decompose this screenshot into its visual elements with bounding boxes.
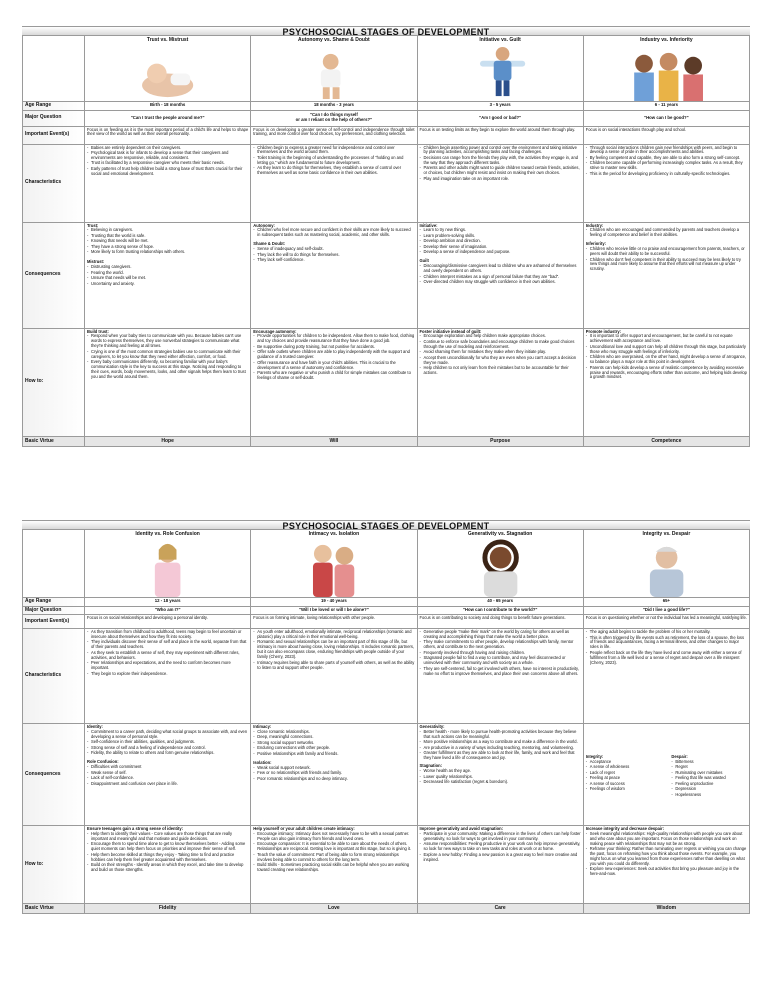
- list-item: - Explore new experiences: Seek out activities that bring you pleasure and joy in the here-and-now.: [586, 867, 747, 877]
- row-label-age: Age Range: [23, 102, 85, 111]
- consequences-cell: Intimacy: - Close romantic relationships. - Deep, meaningful connections. - Strong social support networks. - Enduring connections with other people. - Positive relationships with family and friends. Isolation: - Weak social support network. - Few or no relationships with friends and family. - Poor romantic relationships and no deep intimacy.: [251, 724, 417, 826]
- age-range: 3 - 5 years: [418, 102, 584, 111]
- list-item: - Participate in your community: Making a difference in the lives of others can help foster generativity, so look for ways to get involved in your community.: [420, 832, 581, 842]
- howto-cell: Encourage autonomy: - Provide opportunities for children to be independent. Allow them to make food, clothing and toy choices and provide reassurance that they have done a good job. - Be supportive during potty training, but not punitive for accidents. - Offer safe outlets where children are able to play independently with the support and guidance of a trusted caregiver. - Offer reassurance and have faith in your child's abilities. This is crucial to the development of a sense of autonomy and confidence. - Parents who are negative or who punish a child for simple mistakes can contribute to feelings of shame or self-doubt.: [251, 329, 417, 437]
- stage-header: Trust vs. Mistrust: [85, 36, 251, 44]
- age-range: 12 - 18 years: [85, 598, 251, 607]
- consequences-cell: Identity: - Commitment to a career path, deciding what social groups to associate with, and even developing a sense of personal style. - Self-confidence in their abilities, qualities, and judgments. - Strong sense of self and a feeling of independence and control. - Fidelity, the ability to relate to others and form genuine relationships. Role Confusion: - Difficulties with commitment - Weak sense of self. - Lack of self-confidence. - Disappointment and confusion over place in life.: [85, 724, 251, 826]
- teen-photo: [85, 538, 251, 598]
- list-item: - Strong social support networks.: [253, 741, 414, 746]
- basic-virtue: Will: [251, 437, 417, 447]
- list-item: - More likely to form trusting relationships with others.: [87, 250, 248, 255]
- consequences-cell: Autonomy: - Children who feel more secure and confident in their skills are more likely to succeed in subsequent tasks such as mastering social, academic, and other skills. Shame & Doubt: - Sense of inadequacy and self-doubt. - They lack the will to do things for themselves. - They lack self-confidence.: [251, 223, 417, 329]
- chart-page-1: [22, 26, 750, 492]
- stage-header: Initiative vs. Guilt: [418, 36, 584, 44]
- list-item: - Are productive in a variety of ways including teaching, mentoring, and volunteering.: [420, 746, 581, 751]
- list-item: - Lower quality relationships.: [420, 775, 581, 780]
- list-item: - Explore a new hobby: Finding a new passion is a great way to feel more creative and inspired.: [420, 853, 581, 863]
- list-item: - Better health - more likely to pursue health-promoting activities because they believe that such actions can be meaningful.: [420, 730, 581, 740]
- basic-virtue: Care: [418, 904, 584, 914]
- stage-header: Intimacy vs. Isolation: [251, 530, 417, 538]
- list-item: - Weak social support network.: [253, 766, 414, 771]
- stages-table-2: [22, 530, 750, 914]
- list-item: - Acceptance: [586, 760, 662, 765]
- stages-table-1: [22, 36, 750, 447]
- list-item: - Worse health as they age.: [420, 769, 581, 774]
- list-item: - Distrusting caregivers.: [87, 265, 248, 270]
- list-item: - Over-directed children may struggle with confidence in their own abilities.: [420, 280, 581, 285]
- list-item: - Parents and other adults might want to guide children toward certain friends, activities, or choices, but children might resist and insist on making their own choices.: [420, 166, 581, 176]
- consequences-cell: Initiative: - Learn to try new things. - Learn problem-solving skills. - Develop ambition and direction. - Develop their sense of imagination. - Develop a sense of independence and purpose. Guilt - Discouraging/dismissive caregivers lead to children who are ashamed of themselves and overly dependent on others. - Children interpret mistakes as a sign of personal failure that they are "bad". - Over-directed children may struggle with confidence in their own abilities.: [418, 223, 584, 329]
- toddler-photo: [251, 44, 417, 102]
- important-event: Focus is on questioning whether or not the individual has led a meaningful, satisfying life.: [584, 615, 750, 629]
- list-item: - Parents who are negative or who punish a child for simple mistakes can contribute to feelings of shame or self-doubt.: [253, 371, 414, 381]
- list-item: - More positive relationships as a way to contribute and make a difference in the world.: [420, 740, 581, 745]
- list-item: - Regret: [671, 765, 747, 770]
- list-item: - Decisions can range from the friends they play with, the activities they engage in, and the way that they approach different tasks.: [420, 156, 581, 166]
- list-item: - Develop a sense of independence and purpose.: [420, 250, 581, 255]
- list-item: - They make commitments to other people, develop relationships with family, mentor others, and contribute to the next generation.: [420, 640, 581, 650]
- list-item: - Strong sense of self and a feeling of independence and control.: [87, 746, 248, 751]
- row-label-howto: How to:: [23, 826, 85, 904]
- row-label-virtue: Basic Virtue: [23, 904, 85, 914]
- major-question: "Will I be loved or will I be alone?": [251, 607, 417, 616]
- list-item: - This is often triggered by life events such as retirement, the loss of a spouse, the loss of friends and acquaintances, facing a terminal illness, and other changes to major roles in life.: [586, 636, 747, 651]
- major-question: "Am I good or bad?": [418, 111, 584, 127]
- howto-cell: Promote industry: - It is important to offer support and encouragement, but be careful to not equate achievement with acceptance and love. - Unconditional love and support can help all children through this stage, but particularly those who may struggle with feelings of inferiority. - Children who are overpraised, on the other hand, might develop a sense of arrogance, so balance plays a major role at this point in development. - Parents can help kids develop a sense of realistic competence by avoiding excessive praise and rewards, encouraging efforts rather than outcome, and helping kids develop a growth mindset.: [584, 329, 750, 437]
- list-item: - Peer relationships and expectations, and the need to conform becomes more important.: [87, 661, 248, 671]
- list-item: - Difficulties with commitment: [87, 765, 248, 770]
- characteristics-cell: [584, 629, 750, 724]
- list-item: - Commitment to a career path, deciding what social groups to associate with, and even developing a sense of personal style.: [87, 730, 248, 740]
- list-item: - Children who don't feel competent in their ability to succeed may be less likely to try new things and more likely to assume that their efforts will not measure up under scrutiny.: [586, 258, 747, 273]
- couple-photo: [251, 538, 417, 598]
- important-event: Focus is on feeding as it is the most important period of a child's life and helps to shape their view of the world as well as their overall personality.: [85, 127, 251, 145]
- list-item: - Crying is one of the most common strategies babies use to communicate with their caregivers, to let you know that they need either affection, comfort, or food.: [87, 350, 248, 360]
- list-item: - As they learn to do things for themselves, they establish a sense of control over themselves as well as some basic confidence in their own abilities.: [253, 166, 414, 176]
- list-item: - Children become capable of performing increasingly complex tasks. As a result, they strive to master new skills.: [586, 161, 747, 171]
- list-item: - Disappointment and confusion over place in life.: [87, 782, 248, 787]
- characteristics-cell: [584, 145, 750, 223]
- list-item: - Feeling at peace: [586, 776, 662, 781]
- list-item: - Greater fulfillment as they are able to look at their life, family, and work and feel that they have lived a life of consequence and joy.: [420, 751, 581, 761]
- list-item: - Feelings of wisdom: [586, 787, 662, 792]
- howto-cell: Help yourself or your adult children create intimacy: - Encourage intimacy: Intimacy does not necessarily have to be with a sexual partner. People can also gain intimacy from friends and loved ones. - Encourage compassion: It is essential to be able to care about the needs of others. Relationships are reciprocal. Getting love is important at this stage, but so is giving it. - Teach the value of commitment: Part of being able to form strong relationships involves being able to commit to others for the long term. - Build Skills - Sometimes practicing social skills can be helpful when you are working toward creating new relationships.: [251, 826, 417, 904]
- list-item: - A sense of success: [586, 782, 662, 787]
- list-item: - Accept them unconditionally for who they are even when you can't accept a decision they've made.: [420, 356, 581, 366]
- list-item: - Learn to try new things.: [420, 228, 581, 233]
- list-item: - Enduring connections with other people.: [253, 746, 414, 751]
- list-item: - Reframe your thinking: Rather than ruminating over regrets or wishing you can change the past, focus on reframing how you think about those events. For example, you might focus on what you learned from those experiences rather than dwelling on what you wish you could do differently.: [586, 847, 747, 867]
- list-item: - Deep, meaningful connections.: [253, 735, 414, 740]
- list-item: - As they transition from childhood to adulthood, teens may begin to feel uncertain or insecure about themselves and how they fit into society.: [87, 630, 248, 640]
- stage-header: Generativity vs. Stagnation: [418, 530, 584, 538]
- list-item: - Children who feel more secure and confident in their skills are more likely to succeed in subsequent tasks such as mastering social, academic, and other skills.: [253, 228, 414, 238]
- list-item: - Learn problem-solving skills.: [420, 234, 581, 239]
- major-question: "Can I do things myself or am I reliant on the help of others?": [251, 111, 417, 127]
- list-item: - They individuals discover their sense of self and place in the world, separate from that of their parents and teachers.: [87, 640, 248, 650]
- list-item: - Encourage them to spend time alone to get to know themselves better - Adding some quiet moments can help them focus on priorities and improve their sense of self.: [87, 842, 248, 852]
- list-item: - Develop their sense of imagination.: [420, 245, 581, 250]
- age-range: 6 - 11 years: [584, 102, 750, 111]
- list-item: - Sense of inadequacy and self-doubt.: [253, 247, 414, 252]
- major-question: "Who am I?": [85, 607, 251, 616]
- list-item: - Offer reassurance and have faith in your child's abilities. This is crucial to the development of a sense of autonomy and confidence.: [253, 361, 414, 371]
- important-event: Focus is on social relationships and developing a personal identity.: [85, 615, 251, 629]
- basic-virtue: Competence: [584, 437, 750, 447]
- list-item: - As youth enter adulthood, emotionally intimate, reciprocal relationships (romantic and platonic) play a critical role in their emotional well-being.: [253, 630, 414, 640]
- list-item: - Children who are encouraged and commended by parents and teachers develop a feeling of competence and belief in their abilities.: [586, 228, 747, 238]
- stage-header: Identity vs. Role Confusion: [85, 530, 251, 538]
- stage-header: Integrity vs. Despair: [584, 530, 750, 538]
- important-event: Focus is on testing limits as they begin to explore the world around them through play.: [418, 127, 584, 145]
- list-item: - Encourage exploration and help children make appropriate choices.: [420, 334, 581, 339]
- list-item: - As they seek to establish a sense of self, they may experiment with different roles, activities, and behaviors.: [87, 651, 248, 661]
- list-item: - They are self-centered, fail to get involved with others, have no interest in productivity, make no effort to improve themselves, and place their own concerns above all others.: [420, 667, 581, 677]
- list-item: - Knowing that needs will be met.: [87, 239, 248, 244]
- list-item: - Children begin asserting power and control over the environment and taking initiative by planning activities, accomplishing tasks and facing challenges.: [420, 146, 581, 156]
- major-question: "How can I contribute to the world?": [418, 607, 584, 616]
- basic-virtue: Wisdom: [584, 904, 750, 914]
- major-question: "Did I live a good life?": [584, 607, 750, 616]
- list-item: - Children begin to express a greater need for independence and control over themselves and the world around them.: [253, 146, 414, 156]
- list-item: - Seek meaningful relationships: High-quality relationships with people you care about and who care about you are important. Focus on those relationships and work on making peace with relationships that may not be as strong.: [586, 832, 747, 847]
- list-item: - Develop ambition and direction.: [420, 239, 581, 244]
- list-item: - Respond when your baby tries to communicate with you. Because babies can't use words to express themselves, they use nonverbal strategies to communicate what they're thinking and feeling at all times.: [87, 334, 248, 349]
- list-item: - Through social interactions children gain new friendships with peers, and begin to develop a sense of pride in their accomplishments and abilities.: [586, 146, 747, 156]
- characteristics-cell: [418, 145, 584, 223]
- list-item: - Uncertainty and anxiety.: [87, 282, 248, 287]
- row-label-question: Major Question: [23, 607, 85, 616]
- list-item: - They have a strong sense of hope.: [87, 245, 248, 250]
- important-event: Focus is on developing a greater sense of self-control and independence through toilet training, and more control over food choices, toy preferences, and clothing selection.: [251, 127, 417, 145]
- list-item: - Early patterns of trust help children build a strong base of trust that's crucial for their social and emotional development.: [87, 167, 248, 177]
- row-label-howto: How to:: [23, 329, 85, 437]
- list-item: - It is important to offer support and encouragement, but be careful to not equate achievement with acceptance and love.: [586, 334, 747, 344]
- list-item: - Trusting that the world is safe.: [87, 234, 248, 239]
- list-item: - Every baby communicates differently, so becoming familiar with your baby's communication style is the key to success at this stage. Noticing and responding to their cues, words, body movements, looks, and other signals helps them learn to trust you and the world around them.: [87, 360, 248, 380]
- list-item: - Children who are overpraised, on the other hand, might develop a sense of arrogance, so balance plays a major role at this point in development.: [586, 355, 747, 365]
- basic-virtue: Love: [251, 904, 417, 914]
- list-item: - Children interpret mistakes as a sign of personal failure that they are "bad".: [420, 275, 581, 280]
- list-item: - Encourage compassion: It is essential to be able to care about the needs of others. Relationships are reciprocal. Getting love is important at this stage, but so is giving it.: [253, 842, 414, 852]
- page-title: PSYCHOSOCIAL STAGES OF DEVELOPMENT: [22, 26, 750, 36]
- basic-virtue: Purpose: [418, 437, 584, 447]
- age-range: 40 - 65 years: [418, 598, 584, 607]
- list-item: - Self-confidence in their abilities, qualities, and judgments.: [87, 740, 248, 745]
- list-item: - Weak sense of self.: [87, 771, 248, 776]
- consequences-cell: Integrity: - Acceptance - A sense of wholeness - Lack of regret - Feeling at peace - A sense of success - Feelings of wisdom Despair: - Bitterness - Regret - Ruminating over mistakes - Feeling that life was wasted - Feeling unproductive - Depression - Hopelessness: [584, 724, 750, 826]
- list-item: - Toilet training is the beginning of understanding the processes of "holding on and letting go," which are fundamental to future development.: [253, 156, 414, 166]
- consequences-cell: Trust: - Believing in caregivers. - Trusting that the world is safe. - Knowing that needs will be met. - They have a strong sense of hope. - More likely to form trusting relationships with others. Mistrust: - Distrusting caregivers. - Fearing the world. - Unsure that needs will be met. - Uncertainty and anxiety.: [85, 223, 251, 329]
- chart-page-2: [22, 520, 750, 990]
- list-item: - Discouraging/dismissive caregivers lead to children who are ashamed of themselves and overly dependent on others.: [420, 264, 581, 274]
- list-item: - Build on their strengths - Identify areas in which they excel, and take time to develop and build on those strengths.: [87, 863, 248, 873]
- important-event: Focus is on contributing to society and doing things to benefit future generations.: [418, 615, 584, 629]
- row-label-events: Important Event(s): [23, 615, 85, 629]
- howto-cell: Ensure teenagers gain a strong sense of identity: - Help them to identify their values - Core values are those things that are really important and meaningful and that motivate and guide decisions. - Encourage them to spend time alone to get to know themselves better - Adding some quiet moments can help them focus on priorities and improve their sense of self. - Help them become skilled at things they enjoy - Taking time to find and practice hobbies can help them feel greater acquainted with themselves. - Build on their strengths - Identify areas in which they excel, and take time to develop and build on those strengths.: [85, 826, 251, 904]
- list-item: - Children who receive little or no praise and encouragement from parents, teachers, or peers will doubt their ability to be successful.: [586, 247, 747, 257]
- major-question: "Can I trust the people around me?": [85, 111, 251, 127]
- row-label-question: Major Question: [23, 111, 85, 127]
- characteristics-cell: [85, 629, 251, 724]
- consequences-cell: Generativity: - Better health - more likely to pursue health-promoting activities because they believe that such actions can be meaningful. - More positive relationships as a way to contribute and make a difference in the world. - Are productive in a variety of ways including teaching, mentoring, and volunteering. - Greater fulfillment as they are able to look at their life, family, and work and feel that they have lived a life of consequence and joy. Stagnation: - Worse health as they age. - Lower quality relationships. - Decreased life satisfaction (regret & boredom).: [418, 724, 584, 826]
- important-event: Focus is on social interactions through play and school.: [584, 127, 750, 145]
- list-item: - Close romantic relationships.: [253, 730, 414, 735]
- list-item: - Assume responsibilities: Feeling productive in your work can help improve generativity, so look for new ways to take on new tasks and roles at work or at home.: [420, 842, 581, 852]
- stage-header: Industry vs. Inferiority: [584, 36, 750, 44]
- age-range: 65+: [584, 598, 750, 607]
- list-item: - Feeling that life was wasted: [671, 776, 747, 781]
- list-item: - Believing in caregivers.: [87, 228, 248, 233]
- list-item: - Fidelity, the ability to relate to others and form genuine relationships.: [87, 751, 248, 756]
- howto-cell: Improve generativity and avoid stagnation: - Participate in your community: Making a difference in the lives of others can help foster generativity, so look for ways to get involved in your community. - Assume responsibilities: Feeling productive in your work can help improve generativity, so look for new ways to take on new tasks and roles at work or at home. - Explore a new hobby: Finding a new passion is a great way to feel more creative and inspired.: [418, 826, 584, 904]
- school-children-photo: [584, 44, 750, 102]
- list-item: - Romantic and sexual relationships can be an important part of this stage of life, but intimacy is more about having close, loving relationships. It includes romantic partners, but it can also encompass close, enduring friendships with people outside of your family (Cherry, 2023).: [253, 640, 414, 660]
- characteristics-cell: [85, 145, 251, 223]
- list-item: - Poor romantic relationships and no deep intimacy.: [253, 777, 414, 782]
- list-item: - Play and imagination take on an important role.: [420, 177, 581, 182]
- row-label-consequences: Consequences: [23, 724, 85, 826]
- page-title: PSYCHOSOCIAL STAGES OF DEVELOPMENT: [22, 520, 750, 530]
- list-item: - Help them become skilled at things they enjoy - Taking time to find and practice hobbies can help them feel greater acquainted with themselves.: [87, 853, 248, 863]
- stage-header: Autonomy vs. Shame & Doubt: [251, 36, 417, 44]
- list-item: - They begin to explore their independence.: [87, 672, 248, 677]
- list-item: - Frequently involved through having and raising children.: [420, 651, 581, 656]
- list-item: - Fearing the world.: [87, 271, 248, 276]
- howto-cell: Increase integrity and decrease despair: - Seek meaningful relationships: High-quality relationships with people you care about and who care about you are important. Focus on those relationships and work on making peace with relationships that may not be as strong. - Reframe your thinking: Rather than ruminating over regrets or wishing you can change the past, focus on reframing how you think about those events. For example, you might focus on what you learned from those experiences rather than dwelling on what you wish you could do differently. - Explore new experiences: Seek out activities that bring you pleasure and joy in the here-and-now.: [584, 826, 750, 904]
- characteristics-cell: [418, 629, 584, 724]
- list-item: - They lack the will to do things for themselves.: [253, 253, 414, 258]
- list-item: - A sense of wholeness: [586, 765, 662, 770]
- list-item: - People reflect back on the life they have lived and come away with either a sense of fulfillment from a life well lived or a sense of regret and despair over a life misspent (Cherry, 2023).: [586, 651, 747, 666]
- list-item: - Positive relationships with family and friends.: [253, 752, 414, 757]
- list-item: - Trust is facilitated by a responsive caregiver who meets their basic needs.: [87, 161, 248, 166]
- age-range: Birth - 18 months: [85, 102, 251, 111]
- major-question: "How can I be good?": [584, 111, 750, 127]
- list-item: - Hopelessness: [671, 793, 747, 798]
- list-item: - Bitterness: [671, 760, 747, 765]
- list-item: - Intimacy requires being able to share parts of yourself with others, as well as the ability to listen to and support other people.: [253, 661, 414, 671]
- list-item: - Depression: [671, 787, 747, 792]
- list-item: - The aging adult begins to tackle the problem of his or her mortality.: [586, 630, 747, 635]
- list-item: - Help them to identify their values - Core values are those things that are really important and meaningful and that motivate and guide decisions.: [87, 832, 248, 842]
- list-item: - Feeling unproductive: [671, 782, 747, 787]
- row-label-events: Important Event(s): [23, 127, 85, 145]
- list-item: - Help children to not only learn from their mistakes but to be accountable for their actions.: [420, 366, 581, 376]
- characteristics-cell: [251, 629, 417, 724]
- important-event: Focus is on forming intimate, loving relationships with other people.: [251, 615, 417, 629]
- list-item: - Decreased life satisfaction (regret & boredom).: [420, 780, 581, 785]
- list-item: - Encourage intimacy: Intimacy does not necessarily have to be with a sexual partner. People can also gain intimacy from friends and loved ones.: [253, 832, 414, 842]
- age-range: 19 - 40 years: [251, 598, 417, 607]
- characteristics-cell: [251, 145, 417, 223]
- list-item: - They lack self-confidence.: [253, 258, 414, 263]
- list-item: - Generative people "make their mark" on the world by caring for others as well as creating and accomplishing things that make the world a better place.: [420, 630, 581, 640]
- age-range: 18 months - 3 years: [251, 102, 417, 111]
- list-item: - Offer safe outlets where children are able to play independently with the support and guidance of a trusted caregiver.: [253, 350, 414, 360]
- list-item: - Unsure that needs will be met.: [87, 276, 248, 281]
- list-item: - Parents can help kids develop a sense of realistic competence by avoiding excessive praise and rewards, encouraging efforts rather than outcome, and helping kids develop a growth mindset.: [586, 366, 747, 381]
- consequences-cell: Industry: - Children who are encouraged and commended by parents and teachers develop a feeling of competence and belief in their abilities. Inferiority: - Children who receive little or no praise and encouragement from parents, teachers, or peers will doubt their ability to be successful. - Children who don't feel competent in their ability to succeed may be less likely to try new things and more likely to assume that their efforts will not measure up under scrutiny.: [584, 223, 750, 329]
- basic-virtue: Hope: [85, 437, 251, 447]
- list-item: - Teach the value of commitment: Part of being able to form strong relationships involves being able to commit to others for the long term.: [253, 853, 414, 863]
- howto-cell: Foster initiative instead of guilt: - Encourage exploration and help children make appropriate choices. - Continue to enforce safe boundaries and encourage children to make good choices through the use of modeling and reinforcement. - Avoid shaming them for mistakes they make when they initiate play. - Accept them unconditionally for who they are even when you can't accept a decision they've made. - Help children to not only learn from their mistakes but to be accountable for their actions.: [418, 329, 584, 437]
- row-label-characteristics: Characteristics: [23, 629, 85, 724]
- list-item: - Continue to enforce safe boundaries and encourage children to make good choices through the use of modeling and reinforcement.: [420, 340, 581, 350]
- row-label-age: Age Range: [23, 598, 85, 607]
- list-item: - By feeling competent and capable, they are able to also form a strong self-concept.: [586, 156, 747, 161]
- elderly-man-photo: [584, 538, 750, 598]
- infant-photo: [85, 44, 251, 102]
- row-label-characteristics: Characteristics: [23, 145, 85, 223]
- row-label-consequences: Consequences: [23, 223, 85, 329]
- basic-virtue: Fidelity: [85, 904, 251, 914]
- list-item: - Avoid shaming them for mistakes they make when they initiate play.: [420, 350, 581, 355]
- row-label-virtue: Basic Virtue: [23, 437, 85, 447]
- list-item: - Psychological task is for infants to develop a sense that their caregivers and environments are responsive, reliable, and consistent.: [87, 151, 248, 161]
- child-airplane-photo: [418, 44, 584, 102]
- list-item: - Stagnated people fail to find a way to contribute, and may feel disconnected or uninvolved with their community and with society as a whole.: [420, 656, 581, 666]
- list-item: - Lack of self-confidence.: [87, 776, 248, 781]
- list-item: - Unconditional love and support can help all children through this stage, but particularly those who may struggle with feelings of inferiority.: [586, 345, 747, 355]
- list-item: - Ruminating over mistakes: [671, 771, 747, 776]
- list-item: - Lack of regret: [586, 771, 662, 776]
- adult-woman-photo: [418, 538, 584, 598]
- list-item: - Babies are entirely dependent on their caregivers.: [87, 146, 248, 151]
- list-item: - Build Skills - Sometimes practicing social skills can be helpful when you are working toward creating new relationships.: [253, 863, 414, 873]
- list-item: - Provide opportunities for children to be independent. Allow them to make food, clothing and toy choices and provide reassurance that they have done a good job.: [253, 334, 414, 344]
- list-item: - This is the period for developing proficiency in culturally-specific technologies.: [586, 172, 747, 177]
- list-item: - Few or no relationships with friends and family.: [253, 771, 414, 776]
- list-item: - Be supportive during potty training, but not punitive for accidents.: [253, 345, 414, 350]
- howto-cell: Build trust: - Respond when your baby tries to communicate with you. Because babies can't use words to express themselves, they use nonverbal strategies to communicate what they're thinking and feeling at all times. - Crying is one of the most common strategies babies use to communicate with their caregivers, to let you know that they need either affection, comfort, or food. - Every baby communicates differently, so becoming familiar with your baby's communication style is the key to success at this stage. Noticing and responding to their cues, words, body movements, looks, and other signals helps them learn to trust you and the world around them.: [85, 329, 251, 437]
